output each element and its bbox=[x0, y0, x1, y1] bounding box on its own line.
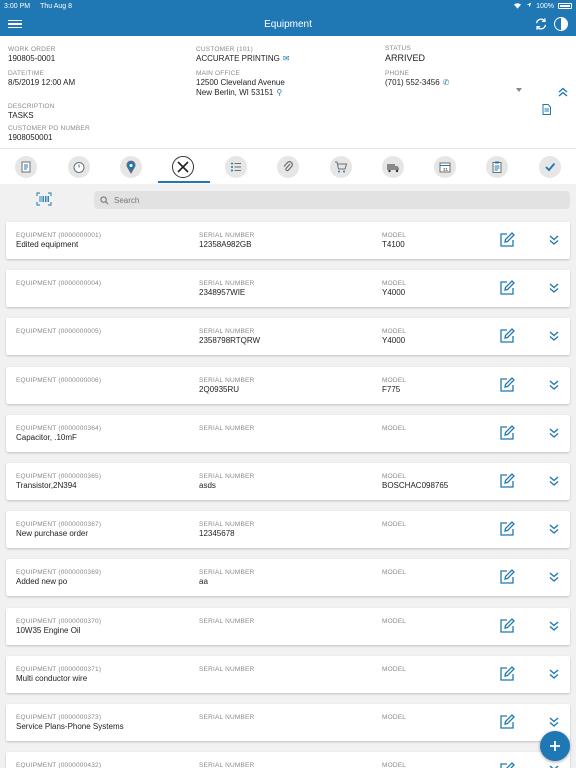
datetime-value: 8/5/2019 12:00 AM bbox=[8, 78, 76, 87]
location-pin-icon bbox=[124, 160, 138, 174]
model-info bbox=[382, 279, 406, 298]
edit-icon[interactable] bbox=[498, 761, 516, 768]
tab-complete[interactable] bbox=[535, 153, 565, 181]
status-value[interactable]: ARRIVED bbox=[385, 53, 426, 63]
model-label: MODEL bbox=[382, 232, 407, 239]
equipment-id-label: EQUIPMENT (0000000370) bbox=[16, 618, 102, 625]
serial-label: SERIAL NUMBER bbox=[199, 377, 255, 384]
search-row bbox=[0, 184, 576, 216]
sync-icon[interactable] bbox=[534, 17, 548, 31]
edit-icon[interactable] bbox=[498, 665, 516, 683]
status-time: 3:00 PM bbox=[4, 2, 31, 10]
equipment-card[interactable] bbox=[6, 222, 570, 259]
equipment-name: 10W35 Engine Oil bbox=[16, 626, 81, 635]
expand-icon[interactable] bbox=[547, 619, 561, 633]
model-label: MODEL bbox=[382, 280, 407, 287]
battery-icon bbox=[558, 3, 572, 9]
serial-value: aa bbox=[199, 577, 208, 586]
expand-icon[interactable] bbox=[547, 474, 561, 488]
address-line1: 12500 Cleveland Avenue bbox=[196, 78, 285, 87]
description-value: TASKS bbox=[8, 111, 34, 120]
equipment-info bbox=[16, 520, 101, 539]
nav-bar bbox=[0, 12, 576, 36]
edit-icon[interactable] bbox=[498, 376, 516, 394]
model-value: T4100 bbox=[382, 240, 405, 249]
plus-icon bbox=[549, 740, 561, 752]
expand-icon[interactable] bbox=[547, 570, 561, 584]
equipment-card[interactable] bbox=[6, 608, 570, 645]
serial-info bbox=[199, 713, 254, 722]
expand-icon[interactable] bbox=[547, 763, 561, 768]
expand-icon[interactable] bbox=[547, 715, 561, 729]
equipment-name: Multi conductor wire bbox=[16, 674, 88, 683]
location-arrow-icon bbox=[526, 2, 532, 10]
serial-label: SERIAL NUMBER bbox=[199, 473, 255, 480]
equipment-card[interactable] bbox=[6, 704, 570, 741]
equipment-info bbox=[16, 376, 101, 385]
model-info bbox=[382, 424, 406, 433]
equipment-name: Service Plans-Phone Systems bbox=[16, 722, 124, 731]
description-label: DESCRIPTION bbox=[8, 103, 55, 110]
status-date: Thu Aug 8 bbox=[40, 2, 72, 10]
serial-info bbox=[199, 520, 254, 539]
wifi-icon bbox=[513, 2, 522, 11]
serial-info bbox=[199, 472, 254, 491]
stopwatch-icon bbox=[72, 160, 86, 174]
edit-icon[interactable] bbox=[498, 520, 516, 538]
calendar-icon bbox=[438, 160, 452, 174]
model-info bbox=[382, 231, 406, 250]
equipment-name: Transistor,2N394 bbox=[16, 481, 77, 490]
equipment-card[interactable] bbox=[6, 415, 570, 452]
equipment-card[interactable] bbox=[6, 559, 570, 596]
serial-info bbox=[199, 568, 254, 587]
notepad-icon bbox=[19, 160, 33, 174]
model-info bbox=[382, 520, 406, 529]
equipment-id-label: EQUIPMENT (0000000367) bbox=[16, 521, 102, 528]
tab-time[interactable] bbox=[64, 153, 94, 181]
model-info bbox=[382, 327, 406, 346]
serial-value: 12358A982GB bbox=[199, 240, 252, 249]
model-info bbox=[382, 665, 406, 674]
expand-icon[interactable] bbox=[547, 426, 561, 440]
equipment-info bbox=[16, 279, 101, 288]
serial-value: 2Q0935RU bbox=[199, 385, 240, 394]
serial-label: SERIAL NUMBER bbox=[199, 714, 255, 721]
model-label: MODEL bbox=[382, 473, 407, 480]
serial-label: SERIAL NUMBER bbox=[199, 425, 255, 432]
serial-label: SERIAL NUMBER bbox=[199, 521, 255, 528]
address-line2: New Berlin, WI 53151 bbox=[196, 88, 274, 97]
equipment-card[interactable] bbox=[6, 270, 570, 307]
model-label: MODEL bbox=[382, 569, 407, 576]
equipment-card[interactable] bbox=[6, 463, 570, 500]
model-label: MODEL bbox=[382, 521, 407, 528]
edit-icon[interactable] bbox=[498, 327, 516, 345]
serial-label: SERIAL NUMBER bbox=[199, 762, 255, 768]
truck-icon bbox=[386, 160, 400, 174]
search-icon bbox=[100, 196, 109, 205]
tab-equipment[interactable] bbox=[168, 153, 198, 181]
work-order-header bbox=[0, 36, 576, 148]
serial-value: 2348957WIE bbox=[199, 288, 246, 297]
equipment-id-label: EQUIPMENT (0000000004) bbox=[16, 280, 102, 287]
tools-icon bbox=[176, 160, 190, 174]
equipment-id-label: EQUIPMENT (0000000006) bbox=[16, 377, 102, 384]
serial-info bbox=[199, 665, 254, 674]
tab-bar bbox=[0, 148, 576, 184]
tab-location[interactable] bbox=[116, 153, 146, 181]
tab-notes[interactable] bbox=[11, 153, 41, 181]
model-label: MODEL bbox=[382, 714, 407, 721]
serial-value: 12345678 bbox=[199, 529, 235, 538]
phone-icon[interactable]: ✆ bbox=[442, 78, 450, 87]
equipment-info bbox=[16, 327, 101, 336]
model-info bbox=[382, 568, 406, 577]
serial-info bbox=[199, 617, 254, 626]
status-label: STATUS bbox=[385, 45, 411, 52]
main-office-label: MAIN OFFICE bbox=[196, 70, 241, 77]
equipment-card[interactable] bbox=[6, 511, 570, 548]
svg-text:31: 31 bbox=[443, 167, 449, 172]
customer-value: ACCURATE PRINTING bbox=[196, 54, 280, 63]
equipment-name: Added new po bbox=[16, 577, 68, 586]
equipment-card[interactable] bbox=[6, 752, 570, 768]
equipment-info bbox=[16, 568, 101, 587]
model-label: MODEL bbox=[382, 328, 407, 335]
customer-row bbox=[196, 54, 290, 64]
serial-info bbox=[199, 424, 254, 433]
equipment-info bbox=[16, 665, 101, 684]
expand-icon[interactable] bbox=[547, 329, 561, 343]
address-row bbox=[196, 88, 285, 98]
phone-value: (701) 552-3456 bbox=[385, 78, 440, 87]
model-value: Y4000 bbox=[382, 288, 406, 297]
equipment-card[interactable] bbox=[6, 318, 570, 355]
equipment-info bbox=[16, 617, 101, 636]
tab-attachments[interactable] bbox=[273, 153, 303, 181]
po-label: CUSTOMER PO NUMBER bbox=[8, 125, 90, 132]
expand-icon[interactable] bbox=[547, 281, 561, 295]
model-info bbox=[382, 376, 406, 395]
equipment-id-label: EQUIPMENT (0000000369) bbox=[16, 569, 102, 576]
active-tab-indicator bbox=[158, 181, 210, 183]
status-bar bbox=[0, 0, 576, 12]
equipment-info bbox=[16, 713, 124, 732]
status-dropdown-icon[interactable] bbox=[516, 88, 522, 92]
serial-label: SERIAL NUMBER bbox=[199, 618, 255, 625]
document-icon[interactable] bbox=[542, 102, 552, 114]
equipment-id-label: EQUIPMENT (0000000432) bbox=[16, 762, 102, 768]
serial-label: SERIAL NUMBER bbox=[199, 232, 255, 239]
expand-icon[interactable] bbox=[547, 378, 561, 392]
serial-label: SERIAL NUMBER bbox=[199, 328, 255, 335]
tab-shipping[interactable] bbox=[378, 153, 408, 181]
model-label: MODEL bbox=[382, 377, 407, 384]
tab-parts[interactable] bbox=[326, 153, 356, 181]
phone-row bbox=[385, 78, 449, 88]
add-equipment-button[interactable] bbox=[540, 731, 570, 761]
paperclip-icon bbox=[281, 160, 295, 174]
work-order-value: 190805-0001 bbox=[8, 54, 56, 63]
serial-value: 2358798RTQRW bbox=[199, 336, 261, 345]
search-input[interactable] bbox=[114, 196, 514, 205]
model-label: MODEL bbox=[382, 425, 407, 432]
edit-icon[interactable] bbox=[498, 568, 516, 586]
equipment-id-label: EQUIPMENT (0000000364) bbox=[16, 425, 102, 432]
model-info bbox=[382, 617, 406, 626]
equipment-id-label: EQUIPMENT (0000000005) bbox=[16, 328, 102, 335]
equipment-id-label: EQUIPMENT (0000000373) bbox=[16, 714, 102, 721]
email-icon[interactable]: ✉ bbox=[282, 54, 290, 63]
model-info bbox=[382, 713, 406, 722]
barcode-scan-icon[interactable] bbox=[36, 192, 52, 206]
edit-icon[interactable] bbox=[498, 617, 516, 635]
serial-value: asds bbox=[199, 481, 216, 490]
list-icon bbox=[229, 160, 243, 174]
edit-icon[interactable] bbox=[498, 279, 516, 297]
model-label: MODEL bbox=[382, 618, 407, 625]
datetime-label: DATE/TIME bbox=[8, 70, 44, 77]
serial-info bbox=[199, 761, 254, 768]
model-value: F775 bbox=[382, 385, 401, 394]
search-box[interactable] bbox=[94, 191, 570, 209]
equipment-id-label: EQUIPMENT (0000000001) bbox=[16, 232, 102, 239]
equipment-info bbox=[16, 231, 101, 250]
customer-label: CUSTOMER (101) bbox=[196, 46, 253, 53]
menu-icon[interactable] bbox=[8, 17, 22, 31]
edit-icon[interactable] bbox=[498, 231, 516, 249]
cart-icon bbox=[334, 160, 348, 174]
model-value: Y4000 bbox=[382, 336, 406, 345]
equipment-id-label: EQUIPMENT (0000000371) bbox=[16, 666, 102, 673]
equipment-name: New purchase order bbox=[16, 529, 89, 538]
equipment-name: Edited equipment bbox=[16, 240, 79, 249]
checkmark-icon bbox=[543, 160, 557, 174]
model-label: MODEL bbox=[382, 666, 407, 673]
equipment-name: Capacitor, .10mF bbox=[16, 433, 77, 442]
model-label: MODEL bbox=[382, 762, 407, 768]
serial-info bbox=[199, 231, 254, 250]
serial-info bbox=[199, 327, 260, 346]
battery-percent: 100% bbox=[536, 2, 554, 10]
equipment-id-label: EQUIPMENT (0000000365) bbox=[16, 473, 102, 480]
page-title: Equipment bbox=[264, 18, 312, 30]
edit-icon[interactable] bbox=[498, 424, 516, 442]
equipment-info bbox=[16, 424, 101, 443]
equipment-card[interactable] bbox=[6, 656, 570, 693]
clipboard-icon bbox=[490, 160, 504, 174]
edit-icon[interactable] bbox=[498, 472, 516, 490]
expand-icon[interactable] bbox=[547, 667, 561, 681]
expand-icon[interactable] bbox=[547, 233, 561, 247]
equipment-info bbox=[16, 761, 101, 768]
equipment-card[interactable] bbox=[6, 367, 570, 404]
collapse-icon[interactable] bbox=[556, 85, 570, 99]
phone-label: PHONE bbox=[385, 70, 410, 77]
serial-label: SERIAL NUMBER bbox=[199, 280, 255, 287]
work-order-label: WORK ORDER bbox=[8, 46, 56, 53]
model-info bbox=[382, 761, 406, 768]
tab-schedule[interactable] bbox=[430, 153, 460, 181]
tab-forms[interactable] bbox=[482, 153, 512, 181]
equipment-info bbox=[16, 472, 101, 491]
serial-label: SERIAL NUMBER bbox=[199, 569, 255, 576]
serial-info bbox=[199, 376, 254, 395]
serial-label: SERIAL NUMBER bbox=[199, 666, 255, 673]
model-info bbox=[382, 472, 448, 491]
expand-icon[interactable] bbox=[547, 522, 561, 536]
map-pin-icon[interactable]: ⚲ bbox=[276, 88, 283, 97]
po-value: 1908050001 bbox=[8, 133, 53, 142]
contrast-icon[interactable] bbox=[554, 17, 568, 31]
serial-info bbox=[199, 279, 254, 298]
edit-icon[interactable] bbox=[498, 713, 516, 731]
model-value: BOSCHAC098765 bbox=[382, 481, 449, 490]
tab-checklist[interactable] bbox=[221, 153, 251, 181]
